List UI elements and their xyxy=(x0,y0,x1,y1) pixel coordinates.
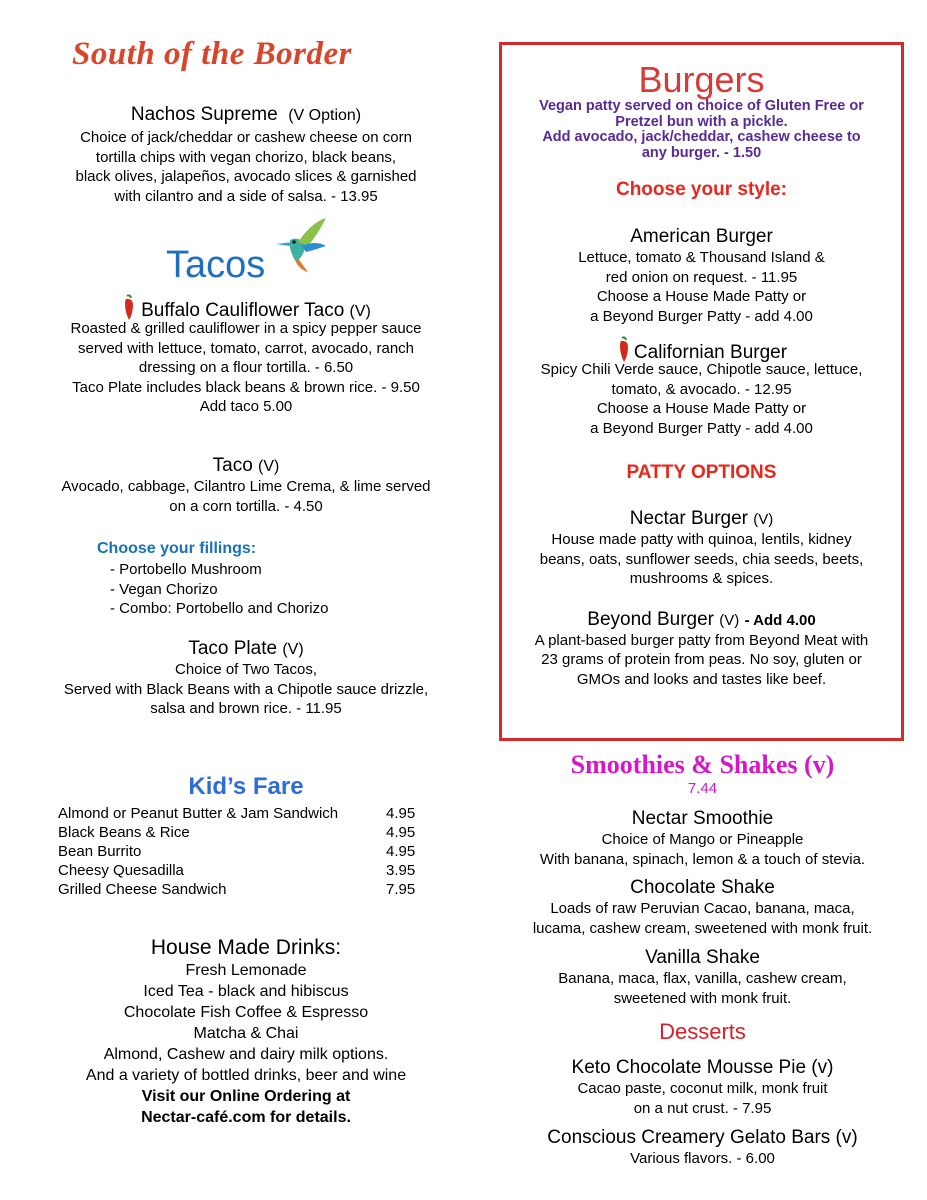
american-burger-description xyxy=(502,248,901,326)
american-burger-item xyxy=(502,226,901,326)
desc-line: GMOs and looks and tastes like beef. xyxy=(576,670,827,688)
note-line: Pretzel bun with a pickle. xyxy=(615,113,788,130)
taco-name: Taco xyxy=(212,455,253,476)
list-item xyxy=(58,842,415,861)
kids-item-name: Bean Burrito xyxy=(58,843,142,860)
smoothies-price: 7.44 xyxy=(687,780,718,797)
desc-line: 23 grams of protein from peas. No soy, gluten or xyxy=(541,651,862,669)
online-ordering-line: Visit our Online Ordering at xyxy=(141,1088,351,1105)
burgers-box xyxy=(499,42,904,741)
kids-item-price: 3.95 xyxy=(386,862,416,879)
list-item xyxy=(58,861,415,880)
smoothie-item xyxy=(500,808,905,869)
californian-burger-item xyxy=(502,342,901,438)
taco-tag: (V) xyxy=(258,458,280,475)
filling-option: - Combo: Portobello and Chorizo xyxy=(110,600,329,617)
drink-line: Chocolate Fish Coffee & Espresso xyxy=(123,1004,369,1021)
desserts-heading: Desserts xyxy=(659,1019,746,1044)
taco-item xyxy=(0,455,492,516)
desc-line: Choice of Two Tacos, xyxy=(174,661,318,678)
dessert-name: Conscious Creamery Gelato Bars (v) xyxy=(547,1127,858,1148)
buffalo-description xyxy=(0,319,492,417)
buffalo-name: Buffalo Cauliflower Taco xyxy=(141,300,345,322)
desc-line: Choose a House Made Patty or xyxy=(596,288,807,305)
desc-line: mushrooms & spices. xyxy=(629,570,774,588)
desc-line: tomato, & avocado. - 12.95 xyxy=(611,380,792,398)
nachos-item xyxy=(0,104,492,206)
kids-fare-heading: Kid’s Fare xyxy=(188,773,304,800)
burgers-heading: Burgers xyxy=(638,59,765,100)
nachos-name: Nachos Supreme xyxy=(130,104,278,125)
filling-option: - Vegan Chorizo xyxy=(110,580,218,598)
nectar-burger-name: Nectar Burger xyxy=(629,508,748,530)
desc-line: Choice of jack/cheddar or cashew cheese on corn xyxy=(80,129,412,146)
fillings-label: Choose your fillings: xyxy=(97,540,257,557)
american-burger-name: American Burger xyxy=(630,226,773,247)
taco-plate-name: Taco Plate xyxy=(188,638,278,659)
desc-line: on a nut crust. - 7.95 xyxy=(633,1099,772,1117)
desc-line: lucama, cashew cream, sweetened with monk fruit. xyxy=(532,919,873,937)
desc-line: House made patty with quinoa, lentils, kidney xyxy=(551,531,852,549)
note-line: Add avocado, jack/cheddar, cashew cheese to xyxy=(542,129,861,145)
desc-line: black olives, jalapeños, avocado slices & garnished xyxy=(75,168,417,185)
patty-options-heading: PATTY OPTIONS xyxy=(626,462,777,484)
desc-line: Lettuce, tomato & Thousand Island & xyxy=(578,249,825,266)
smoothie-name: Vanilla Shake xyxy=(645,947,760,968)
nachos-description xyxy=(0,128,492,206)
drink-line: Fresh Lemonade xyxy=(185,962,307,979)
beyond-burger-addon: - Add 4.00 xyxy=(744,611,816,629)
taco-description xyxy=(0,477,492,516)
buffalo-tag: (V) xyxy=(349,303,371,321)
drink-line: And a variety of bottled drinks, beer and wine xyxy=(85,1067,407,1084)
taco-plate-description xyxy=(0,660,492,719)
californian-burger-description xyxy=(502,360,901,438)
smoothie-item xyxy=(500,877,905,938)
drink-line: Iced Tea - black and hibiscus xyxy=(143,983,349,1000)
beyond-burger-name: Beyond Burger xyxy=(587,608,715,630)
desc-line: served with lettuce, tomato, carrot, avocado, ranch xyxy=(78,339,414,357)
south-of-border-title: South of the Border xyxy=(72,36,352,72)
kids-item-price: 4.95 xyxy=(386,824,416,841)
desc-line: With banana, spinach, lemon & a touch of stevia. xyxy=(539,850,866,868)
desc-line: a Beyond Burger Patty - add 4.00 xyxy=(590,419,813,437)
desc-line: tortilla chips with vegan chorizo, black beans, xyxy=(95,148,397,166)
desc-line: a Beyond Burger Patty - add 4.00 xyxy=(590,307,813,325)
desc-line: red onion on request. - 11.95 xyxy=(605,268,798,286)
website-link[interactable]: Nectar-café.com for details. xyxy=(141,1109,351,1126)
note-line: any burger. - 1.50 xyxy=(641,144,762,161)
desc-line: Avocado, cabbage, Cilantro Lime Crema, & lime served xyxy=(61,478,431,495)
beyond-burger-description xyxy=(502,631,901,690)
desc-line: A plant-based burger patty from Beyond Meat with xyxy=(534,631,869,649)
buffalo-taco-item xyxy=(0,300,492,417)
californian-burger-name: Californian Burger xyxy=(633,342,788,364)
nectar-burger-description xyxy=(502,530,901,589)
beyond-burger-title xyxy=(502,609,901,631)
smoothie-description xyxy=(500,969,905,1008)
burgers-note xyxy=(502,99,901,161)
desc-line: Loads of raw Peruvian Cacao, banana, maca, xyxy=(550,900,855,917)
desc-line: Add taco 5.00 xyxy=(199,398,293,416)
kids-item-name: Almond or Peanut Butter & Jam Sandwich xyxy=(58,805,339,822)
kids-fare-list xyxy=(58,804,415,899)
dessert-description xyxy=(500,1149,905,1169)
beyond-burger-tag: (V) xyxy=(719,611,740,629)
desc-line: dressing on a flour tortilla. - 6.50 xyxy=(138,359,354,377)
desc-line: salsa and brown rice. - 11.95 xyxy=(150,700,342,717)
drink-line: Matcha & Chai xyxy=(193,1025,299,1042)
desc-line: Various flavors. - 6.00 xyxy=(630,1150,775,1167)
beyond-burger-item xyxy=(502,609,901,690)
smoothies-heading: Smoothies & Shakes (v) xyxy=(570,750,835,779)
taco-title xyxy=(0,455,492,477)
desc-line: Spicy Chili Verde sauce, Chipotle sauce, lettuce, xyxy=(540,361,863,379)
desc-line: Banana, maca, flax, vanilla, cashew cream, xyxy=(558,970,847,987)
drink-line: Almond, Cashew and dairy milk options. xyxy=(103,1046,389,1063)
kids-item-name: Black Beans & Rice xyxy=(58,824,190,841)
kids-item-price: 4.95 xyxy=(386,805,416,822)
desc-line: Choice of Mango or Pineapple xyxy=(601,831,804,848)
filling-option: - Portobello Mushroom xyxy=(110,561,262,578)
smoothie-item xyxy=(500,947,905,1008)
house-drinks-title: House Made Drinks: xyxy=(150,936,342,959)
nectar-burger-item xyxy=(502,508,901,589)
kids-item-name: Grilled Cheese Sandwich xyxy=(58,881,227,898)
kids-item-name: Cheesy Quesadilla xyxy=(58,862,184,879)
smoothie-description xyxy=(500,899,905,938)
dessert-item xyxy=(500,1057,905,1118)
list-item xyxy=(58,823,415,842)
taco-plate-tag: (V) xyxy=(282,641,304,658)
tacos-heading: Tacos xyxy=(166,244,266,286)
list-item xyxy=(58,804,415,823)
note-line: Vegan patty served on choice of Gluten Free or xyxy=(539,98,864,114)
fillings-list xyxy=(110,560,328,619)
desc-line: Roasted & grilled cauliflower in a spicy pepper sauce xyxy=(70,320,422,338)
dessert-item xyxy=(500,1127,905,1169)
house-drinks-section xyxy=(0,936,492,1128)
desc-line: Cacao paste, coconut milk, monk fruit xyxy=(577,1080,828,1097)
taco-plate-title xyxy=(0,638,492,660)
smoothie-description xyxy=(500,830,905,869)
chili-pepper-icon xyxy=(121,292,137,322)
dessert-description xyxy=(500,1079,905,1118)
kids-item-price: 7.95 xyxy=(386,881,416,898)
nectar-burger-tag: (V) xyxy=(753,511,774,529)
list-item xyxy=(58,880,415,899)
kids-item-price: 4.95 xyxy=(386,843,416,860)
nectar-burger-title xyxy=(502,508,901,530)
desc-line: Taco Plate includes black beans & brown rice. - 9.50 xyxy=(72,378,420,396)
nachos-title xyxy=(0,104,492,126)
desc-line: sweetened with monk fruit. xyxy=(613,989,792,1007)
choose-style-heading: Choose your style: xyxy=(615,179,788,200)
desc-line: Served with Black Beans with a Chipotle sauce drizzle, xyxy=(63,680,429,698)
hummingbird-icon xyxy=(268,212,330,274)
smoothie-name: Nectar Smoothie xyxy=(631,808,774,829)
desc-line: beans, oats, sunflower seeds, chia seeds, beets, xyxy=(539,550,864,568)
dessert-name: Keto Chocolate Mousse Pie (v) xyxy=(571,1057,834,1078)
taco-plate-item xyxy=(0,638,492,719)
nachos-tag: (V Option) xyxy=(288,107,362,124)
desc-line: on a corn tortilla. - 4.50 xyxy=(169,497,323,515)
desc-line: with cilantro and a side of salsa. - 13.95 xyxy=(114,187,378,205)
smoothie-name: Chocolate Shake xyxy=(630,877,775,898)
desc-line: Choose a House Made Patty or xyxy=(596,400,807,418)
